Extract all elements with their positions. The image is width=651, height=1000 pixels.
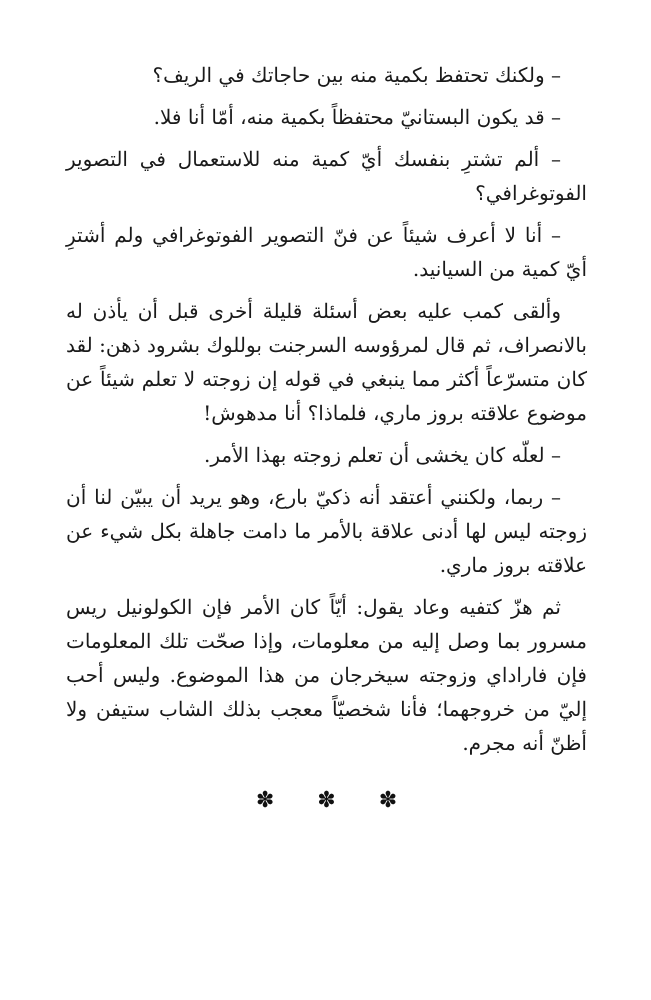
paragraph: وألقى كمب عليه بعض أسئلة قليلة أخرى قبل أن يأذن له بالانصراف، ثم قال لمرؤوسه السرجنت بوللوك بشرود ذهن: لقد كان متسرّعاً أكثر مما ينبغي في قوله إن زوجته لا تعلم شيئاً عن موضوع علاقته بروز ماري، فلماذا؟ أنا مدهوش! (66, 299, 587, 425)
paragraph: – لعلّه كان يخشى أن تعلم زوجته بهذا الأمر. (204, 443, 561, 467)
paragraph: – ألم تشترِ بنفسك أيّ كمية منه للاستعمال في التصوير الفوتوغرافي؟ (66, 147, 587, 205)
section-break-ornament: ✽ ✽ ✽ (255, 788, 416, 813)
paragraph: – أنا لا أعرف شيئاً عن فنّ التصوير الفوتوغرافي ولم أشترِ أيّ كمية من السيانيد. (66, 223, 587, 281)
paragraph: – ولكنك تحتفظ بكمية منه بين حاجاتك في الريف؟ (152, 63, 561, 87)
paragraph: – قد يكون البستانيّ محتفظاً بكمية منه، أمّا أنا فلا. (153, 105, 561, 129)
paragraph: ثم هزّ كتفيه وعاد يقول: أيّاً كان الأمر فإن الكولونيل ريس مسرور بما وصل إليه من معلومات، وإذا صحّت تلك المعلومات فإن فاراداي وزوجته سيخرجان من هذا الموضوع. وليس أحب إليّ من خروجهما؛ فأنا شخصيّاً معجب بذلك الشاب ستيفن ولا أظنّ أنه مجرم. (66, 595, 587, 755)
paragraph: – ربما، ولكنني أعتقد أنه ذكيّ بارع، وهو يريد أن يبيّن لنا أن زوجته ليس لها أدنى علاقة بالأمر ما دامت جاهلة بكل شيء عن علاقته بروز ماري. (66, 485, 587, 577)
